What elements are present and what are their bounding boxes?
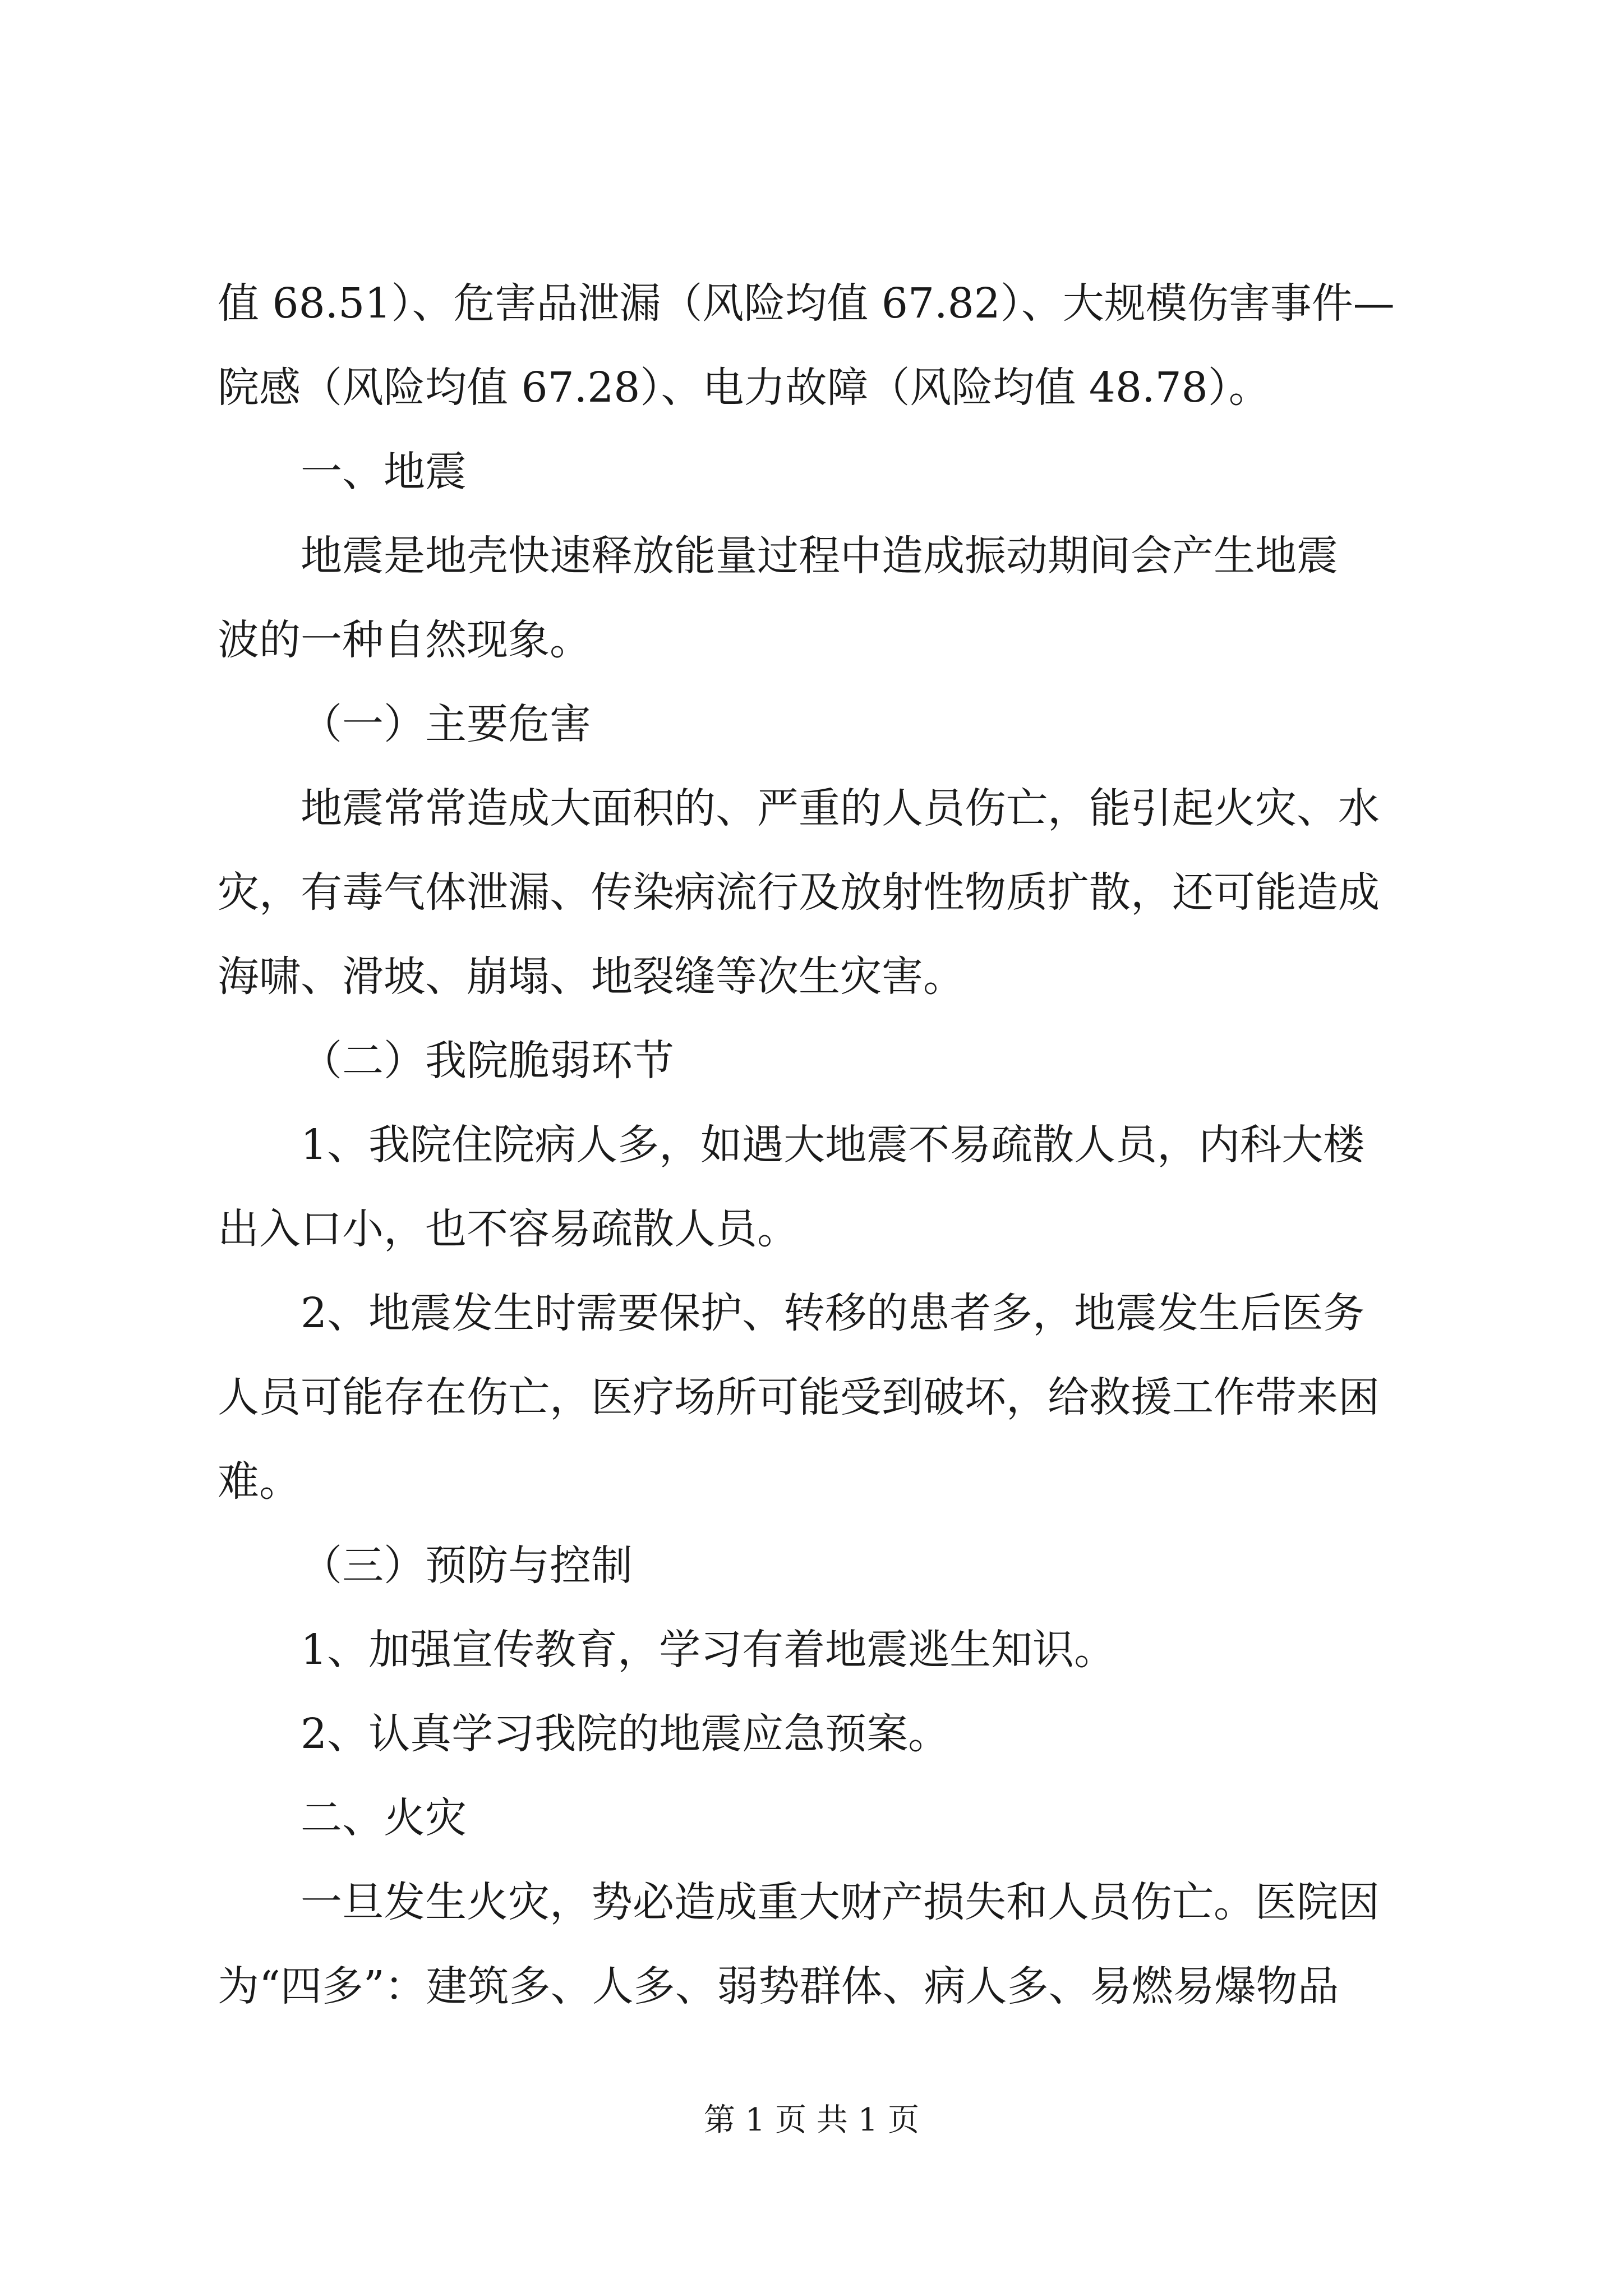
list-item-continuation: 难。 <box>218 1457 301 1506</box>
list-item: 1、加强宣传教育，学习有着地震逃生知识。 <box>301 1626 1116 1674</box>
paragraph-line: 波的一种自然现象。 <box>218 616 591 664</box>
paragraph-line: 值 68.51）、危害品泄漏（风险均值 67.82）、大规模伤害事件— <box>218 279 1395 328</box>
paragraph-line: 地震是地壳快速释放能量过程中造成振动期间会产生地震 <box>301 532 1338 580</box>
list-item: 2、认真学习我院的地震应急预案。 <box>301 1710 950 1758</box>
paragraph-line: 院感（风险均值 67.28）、电力故障（风险均值 48.78）。 <box>218 364 1270 412</box>
paragraph-line: 海啸、滑坡、崩塌、地裂缝等次生灾害。 <box>218 953 965 1001</box>
list-item-continuation: 人员可能存在伤亡，医疗场所可能受到破坏，给救援工作带来困 <box>218 1373 1380 1421</box>
paragraph-line: 为“四多”：建筑多、人多、弱势群体、病人多、易燃易爆物品 <box>218 1962 1339 2010</box>
paragraph-line: 一旦发生火灾，势必造成重大财产损失和人员伤亡。医院因 <box>301 1878 1380 1926</box>
section-heading: 二、火灾 <box>301 1794 467 1842</box>
subsection-heading: （一）主要危害 <box>301 700 591 748</box>
subsection-heading: （二）我院脆弱环节 <box>301 1037 674 1085</box>
list-item-continuation: 出入口小，也不容易疏散人员。 <box>218 1205 799 1253</box>
paragraph-line: 地震常常造成大面积的、严重的人员伤亡，能引起火灾、水 <box>301 784 1380 832</box>
list-item: 2、地震发生时需要保护、转移的患者多，地震发生后医务 <box>301 1289 1365 1337</box>
paragraph-line: 灾，有毒气体泄漏、传染病流行及放射性物质扩散，还可能造成 <box>218 868 1380 917</box>
section-heading: 一、地震 <box>301 448 467 496</box>
subsection-heading: （三）预防与控制 <box>301 1542 633 1590</box>
page-footer: 第 1 页 共 1 页 <box>703 2102 920 2138</box>
list-item: 1、我院住院病人多，如遇大地震不易疏散人员，内科大楼 <box>301 1121 1365 1169</box>
